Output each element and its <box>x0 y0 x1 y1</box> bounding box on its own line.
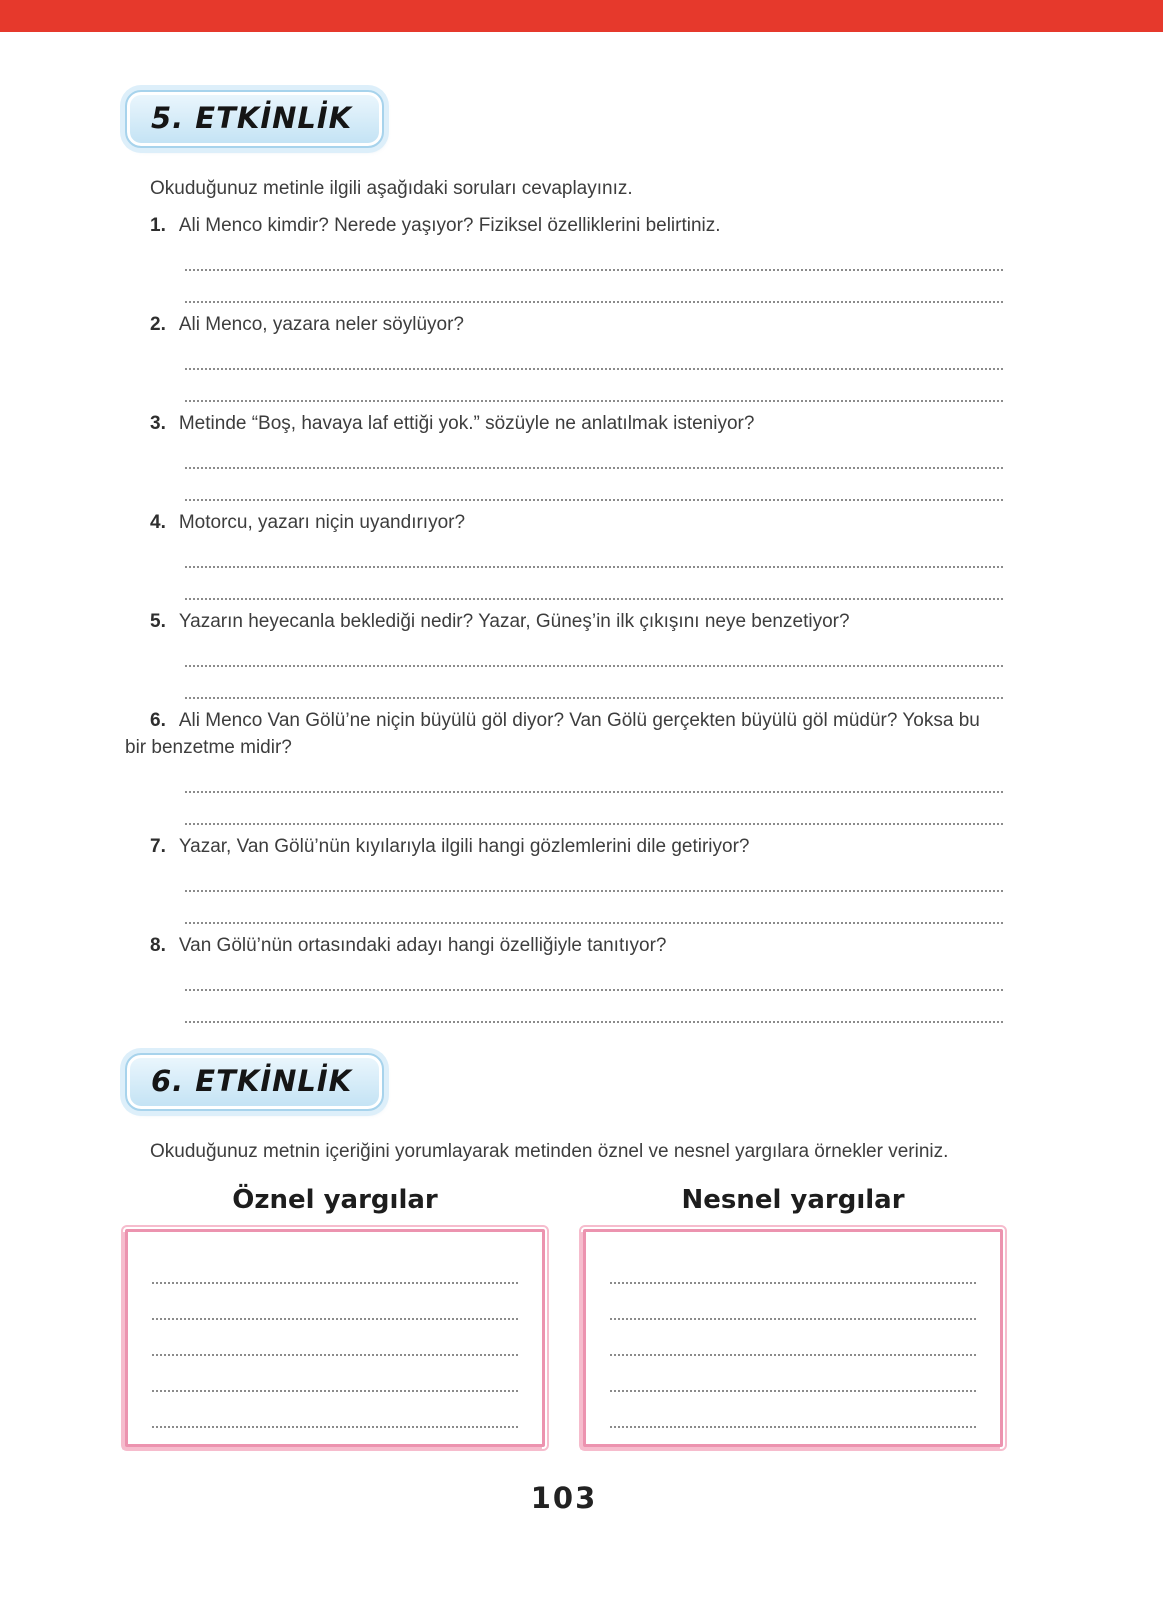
question-body: Ali Menco kimdir? Nerede yaşıyor? Fiziksel özelliklerini belirtiniz. <box>178 215 721 236</box>
question-number: 7. <box>150 836 166 857</box>
question-text <box>125 932 1003 959</box>
judgment-columns <box>125 1185 1003 1447</box>
answer-line <box>185 892 1003 924</box>
answer-area <box>185 536 1003 600</box>
box-answer-line <box>152 1392 518 1428</box>
answer-line <box>185 667 1003 699</box>
top-red-bar <box>0 0 1163 32</box>
answer-area <box>185 338 1003 402</box>
answer-area <box>185 437 1003 501</box>
box-answer-line <box>152 1248 518 1284</box>
answer-line <box>185 793 1003 825</box>
box-answer-line <box>610 1392 976 1428</box>
answer-area <box>185 860 1003 924</box>
answer-line <box>185 568 1003 600</box>
question-number: 3. <box>150 413 166 434</box>
question-block-4 <box>125 509 1003 600</box>
question-number: 1. <box>150 215 166 236</box>
subjective-column <box>125 1185 545 1447</box>
answer-line <box>185 271 1003 303</box>
question-body: Metinde “Boş, havaya laf ettiği yok.” sözüyle ne anlatılmak isteniyor? <box>178 413 755 434</box>
question-list <box>125 212 1003 1023</box>
answer-line <box>185 370 1003 402</box>
page-content <box>0 32 1163 1515</box>
question-block-1 <box>125 212 1003 303</box>
question-block-8 <box>125 932 1003 1023</box>
question-text <box>125 410 1003 437</box>
answer-area <box>185 635 1003 699</box>
box-answer-line <box>610 1248 976 1284</box>
question-text <box>125 212 1003 239</box>
answer-area <box>185 239 1003 303</box>
question-text <box>125 311 1003 338</box>
question-body: Yazar, Van Gölü’nün kıyılarıyla ilgili hangi gözlemlerini dile getiriyor? <box>178 836 750 857</box>
objective-column <box>583 1185 1003 1447</box>
box-answer-line <box>152 1356 518 1392</box>
question-block-2 <box>125 311 1003 402</box>
box-answer-line <box>152 1320 518 1356</box>
question-number: 2. <box>150 314 166 335</box>
question-body: Ali Menco Van Gölü’ne niçin büyülü göl diyor? Van Gölü gerçekten büyülü göl müdür? Yoksa bu bir benzetme midir? <box>125 710 980 758</box>
question-text <box>125 608 1003 635</box>
question-body: Ali Menco, yazara neler söylüyor? <box>178 314 464 335</box>
answer-area <box>185 761 1003 825</box>
question-body: Motorcu, yazarı niçin uyandırıyor? <box>178 512 466 533</box>
answer-line <box>185 959 1003 991</box>
answer-line <box>185 469 1003 501</box>
box-answer-line <box>610 1356 976 1392</box>
activity-5-instruction: Okuduğunuz metinle ilgili aşağıdaki soruları cevaplayınız. <box>150 178 633 199</box>
objective-column-title: Nesnel yargılar <box>681 1185 905 1215</box>
answer-line <box>185 536 1003 568</box>
answer-line <box>185 635 1003 667</box>
subjective-box <box>125 1229 545 1447</box>
answer-line <box>185 860 1003 892</box>
answer-line <box>185 437 1003 469</box>
question-number: 5. <box>150 611 166 632</box>
question-number: 8. <box>150 935 166 956</box>
question-body: Yazarın heyecanla beklediği nedir? Yazar, Güneş’in ilk çıkışını neye benzetiyor? <box>178 611 850 632</box>
activity-6-instruction: Okuduğunuz metnin içeriğini yorumlayarak metinden öznel ve nesnel yargılara örnekler veriniz. <box>150 1141 949 1162</box>
answer-area <box>185 959 1003 1023</box>
answer-line <box>185 239 1003 271</box>
page-number: 103 <box>530 1481 598 1515</box>
subjective-column-title: Öznel yargılar <box>232 1185 438 1215</box>
objective-box <box>583 1229 1003 1447</box>
question-body: Van Gölü’nün ortasındaki adayı hangi özelliğiyle tanıtıyor? <box>178 935 667 956</box>
answer-line <box>185 991 1003 1023</box>
activity-5-badge: 5. ETKİNLİK <box>125 90 384 148</box>
box-answer-line <box>610 1320 976 1356</box>
activity-6-badge: 6. ETKİNLİK <box>125 1053 384 1111</box>
answer-line <box>185 761 1003 793</box>
question-block-6 <box>125 707 1003 825</box>
question-text <box>125 707 1003 761</box>
box-answer-line <box>152 1284 518 1320</box>
question-number: 4. <box>150 512 166 533</box>
answer-line <box>185 338 1003 370</box>
question-number: 6. <box>150 710 166 731</box>
question-block-7 <box>125 833 1003 924</box>
question-text <box>125 833 1003 860</box>
box-answer-line <box>610 1284 976 1320</box>
question-text <box>125 509 1003 536</box>
question-block-5 <box>125 608 1003 699</box>
question-block-3 <box>125 410 1003 501</box>
